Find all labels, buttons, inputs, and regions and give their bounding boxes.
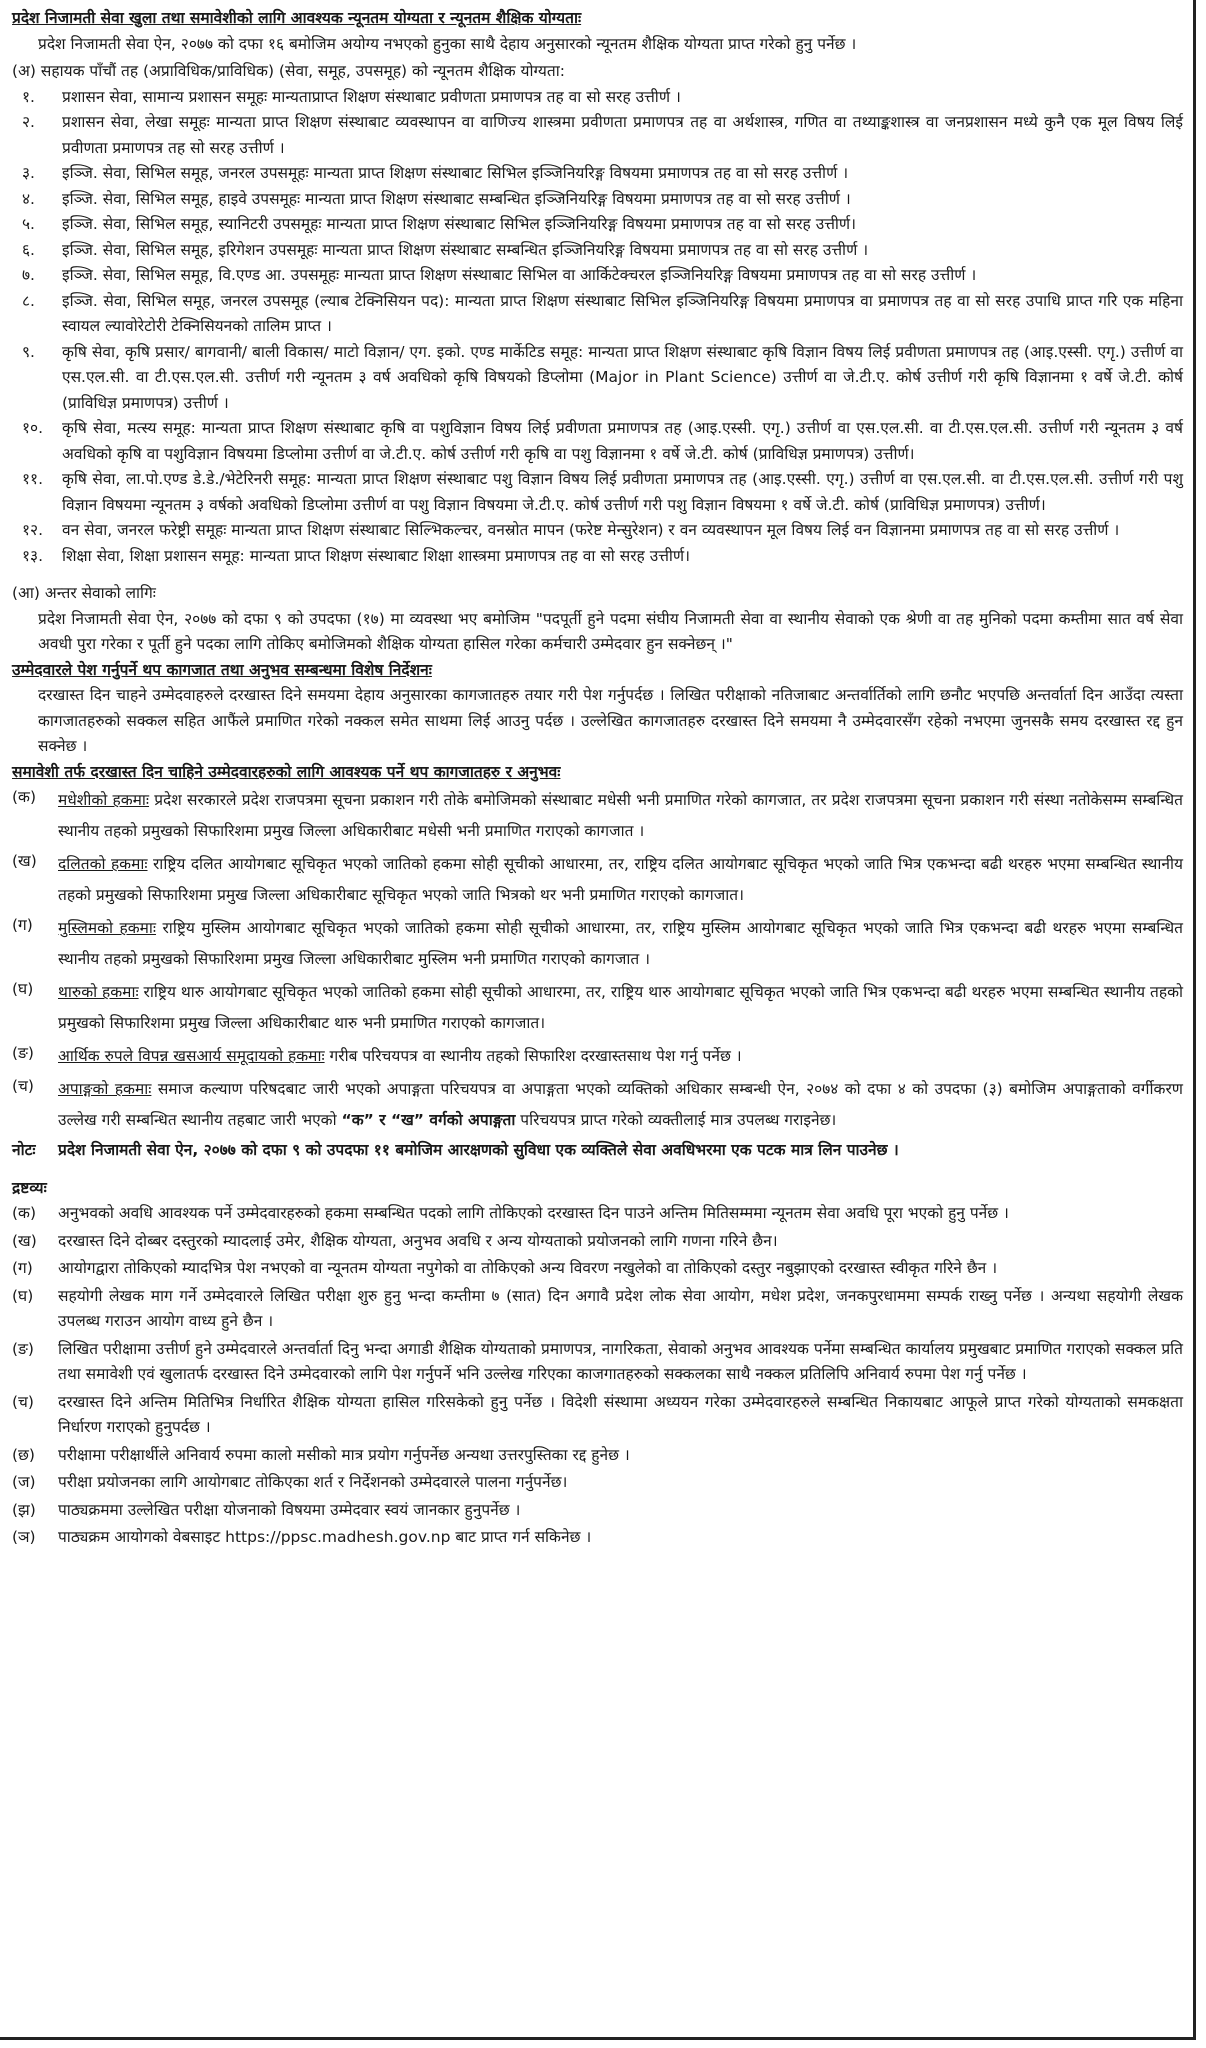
- item-label: (ङ): [12, 1044, 34, 1062]
- list-item: [12, 1470, 1183, 1496]
- item-text: प्रशासन सेवा, लेखा समूहः मान्यता प्राप्त शिक्षण संस्थाबाट व्यवस्थापन वा वाणिज्य शास्त्रमा प्रवीणता प्रमाणपत्र तह वा अर्थशास्त्र, गणित वा तथ्याङ्कशास्त्र वा जनप्रशासन मध्ये कुनै एक मूल विषय लिई प्रवीणता प्रमाणपत्र तह सो सरह उत्तीर्ण ।: [62, 113, 1183, 157]
- item-label: (घ): [12, 1286, 34, 1305]
- item-number: ८.: [22, 291, 35, 310]
- remarks-list: [12, 1201, 1183, 1551]
- list-item: [12, 110, 1183, 161]
- item-heading: थारुको हकमाः: [58, 983, 139, 1001]
- item-label: (ग): [12, 1259, 33, 1277]
- list-item: [12, 187, 1183, 213]
- item-text: दरखास्त दिने अन्तिम मितिभित्र निर्धारित शैक्षिक योग्यता हासिल गरिसकेको हुनु पर्नेछ । विदेशी संस्थामा अध्ययन गरेका उम्मेदवारहरुले सम्बन्धित निकायबाट आफूले प्राप्त गरेको योग्यताको समकक्षता निर्धारण गराएको हुनुपर्दछ ।: [58, 1392, 1183, 1436]
- item-text: परीक्षा प्रयोजनका लागि आयोगबाट तोकिएका शर्त र निर्देशनको उम्मेदवारले पालना गर्नुपर्नेछ।: [58, 1473, 568, 1491]
- inclusive-list: [12, 785, 1183, 1136]
- item-text: गरीब परिचयपत्र वा स्थानीय तहको सिफारिश दरखास्तसाथ पेश गर्नु पर्नेछ ।: [324, 1047, 742, 1065]
- item-bold-text: “क” र “ख” वर्गको अपाङ्गता: [341, 1111, 516, 1129]
- item-text: प्रदेश सरकारले प्रदेश राजपत्रमा सूचना प्रकाशन गरी तोके बमोजिमको संस्थाबाट मधेसी भनी प्रमाणित गरेको कागजात, तर प्रदेश राजपत्रमा सूचना प्रकाशन गरी संस्था नतोकेसम्म सम्बन्धित स्थानीय तहको प्रमुखको सिफारिशमा प्रमुख जिल्ला अधिकारीबाट मधेसी भनी प्रमाणित गराएको कागजात ।: [58, 791, 1183, 840]
- list-item: [12, 849, 1183, 911]
- note-text: प्रदेश निजामती सेवा ऐन, २०७७ को दफा ९ को उपदफा ११ बमोजिम आरक्षणको सुविधा एक व्यक्तिले सेवा अवधिभरमा एक पटक मात्र लिन पाउनेछ ।: [58, 1141, 899, 1159]
- list-item: [12, 518, 1183, 544]
- list-item: [12, 238, 1183, 264]
- item-label: (ग): [12, 916, 33, 934]
- sub-a-title: (अ) सहायक पाँचौं तह (अप्राविधिक/प्राविधिक) (सेवा, समूह, उपसमूह) को न्यूनतम शैक्षिक योग्यता:: [12, 62, 565, 80]
- list-item: [12, 913, 1183, 975]
- item-heading: अपाङ्गको हकमाः: [58, 1080, 152, 1098]
- item-label: (ख): [12, 1231, 37, 1250]
- list-item: [12, 1074, 1183, 1136]
- item-label: (क): [12, 1204, 36, 1222]
- item-number: ११.: [22, 470, 44, 488]
- item-heading: मुस्लिमको हकमाः: [58, 919, 157, 937]
- list-item: [12, 1498, 1183, 1524]
- list-item: [12, 1525, 1183, 1551]
- note-label: नोटः: [12, 1141, 36, 1159]
- item-label: (झ): [12, 1500, 36, 1519]
- list-item: [12, 785, 1183, 847]
- item-label: (च): [12, 1392, 34, 1411]
- list-item: [12, 1229, 1183, 1255]
- list-item: [12, 467, 1183, 518]
- list-item: [12, 85, 1183, 111]
- item-text: इञ्जि. सेवा, सिभिल समूह, इरिगेशन उपसमूहः मान्यता प्राप्त शिक्षण संस्थाबाट सम्बन्धित इञ्जिनियरिङ्ग विषयमा प्रमाणपत्र तह वा सो सरह उत्तीर्ण ।: [62, 240, 869, 259]
- section1-intro: प्रदेश निजामती सेवा ऐन, २०७७ को दफा १६ बमोजिम अयोग्य नभएको हुनुका साथै देहाय अनुसारको न्यूनतम शैक्षिक योग्यता प्राप्त गरेको हुनु पर्नेछ ।: [38, 34, 857, 53]
- item-text-end: परिचयपत्र प्राप्त गरेको व्यक्तीलाई मात्र उपलब्ध गराइनेछ।: [515, 1111, 837, 1129]
- qualification-list: [12, 85, 1183, 570]
- list-item: [12, 1443, 1183, 1469]
- list-item: [12, 977, 1183, 1039]
- item-text: कृषि सेवा, कृषि प्रसार/ बागवानी/ बाली विकास/ माटो विज्ञान/ एग. इको. एण्ड मार्केटिड समूह: मान्यता प्राप्त शिक्षण संस्थाबाट कृषि विज्ञान विषय लिई प्रवीणता प्रमाणपत्र तह (आइ.एस्सी. एगृ.) उत्तीर्ण वा एस.एल.सी. वा टी.एस.एल.सी. उत्तीर्ण गरी न्यूनतम ३ वर्ष अवधिको कृषि विषयको डिप्लोमा (Major in Plant Science) उत्तीर्ण वा जे.टी.ए. कोर्ष उत्तीर्ण गरी कृषि विज्ञानमा १ वर्षे जे.टी. कोर्ष (प्राविधिज्ञ प्रमाणपत्र) उत्तीर्ण ।: [62, 342, 1183, 412]
- item-number: ५.: [22, 215, 35, 233]
- item-text: इञ्जि. सेवा, सिभिल समूह, हाइवे उपसमूहः मान्यता प्राप्त शिक्षण संस्थाबाट सम्बन्धित इञ्जिनियरिङ्ग विषयमा प्रमाणपत्र तह वा सो सरह उत्तीर्ण ।: [62, 189, 851, 208]
- item-number: १२.: [22, 521, 44, 539]
- item-heading: आर्थिक रुपले विपन्न खसआर्य समूदायको हकमाः: [58, 1047, 325, 1065]
- item-label: (ख): [12, 852, 37, 870]
- section2-title: उम्मेदवारले पेश गर्नुपर्ने थप कागजात तथा अनुभव सम्बन्धमा विशेष निर्देशनः: [12, 660, 432, 679]
- item-text: दरखास्त दिने दोब्बर दस्तुरको म्यादलाई उमेर, शैक्षिक योग्यता, अनुभव अवधि र अन्य योग्यताको प्रयोजनको लागि गणना गरिने छैन।: [58, 1231, 778, 1250]
- item-text: सहयोगी लेखक माग गर्ने उम्मेदवारले लिखित परीक्षा शुरु हुनु भन्दा कम्तीमा ७ (सात) दिन अगावै प्रदेश लोक सेवा आयोग, मधेश प्रदेश, जनकपुरधाममा सम्पर्क राख्नु पर्नेछ । अन्यथा सहयोगी लेखक उपलब्ध गराउन आयोग वाध्य हुने छैन ।: [58, 1286, 1183, 1330]
- item-label: (छ): [12, 1445, 35, 1464]
- item-text: आयोगद्वारा तोकिएको म्यादभित्र पेश नभएको वा न्यूनतम योग्यता नपुगेको वा तोकिएको अन्य विवरण नखुलेको वा तोकिएको दस्तुर नबुझाएको दरखास्त स्वीकृत गरिने छैन ।: [58, 1259, 998, 1277]
- list-item: [12, 1256, 1183, 1282]
- item-number: ४.: [22, 189, 35, 208]
- item-text: इञ्जि. सेवा, सिभिल समूह, वि.एण्ड आ. उपसमूहः मान्यता प्राप्त शिक्षण संस्थाबाट सिभिल वा आर्किटेक्चरल इञ्जिनियरिङ्ग विषयमा प्रमाणपत्र तह वा सो सरह उत्तीर्ण ।: [62, 266, 977, 284]
- list-item: [12, 416, 1183, 467]
- item-label: (घ): [12, 980, 34, 998]
- item-label: (ञ): [12, 1528, 36, 1546]
- item-number: ७.: [22, 266, 35, 284]
- section3-title: समावेशी तर्फ दरखास्त दिन चाहिने उम्मेदवारहरुको लागि आवश्यक पर्ने थप कागजातहरु र अनुभवः: [12, 762, 561, 781]
- item-text: लिखित परीक्षामा उत्तीर्ण हुने उम्मेदवारले अन्तर्वार्ता दिनु भन्दा अगाडी शैक्षिक योग्यताको प्रमाणपत्र, नागरिकता, सेवाको अनुभव आवश्यक पर्नेमा सम्बन्धित कार्यालय प्रमुखबाट प्रमाणित गराएको सक्कल प्रति तथा समावेशी एवं खुलातर्फ दरखास्त दिने उम्मेदवारको लागि पेश गर्नुपर्ने भनि उल्लेख गरिएका काजगातहरुको सक्कलका साथै नक्कल प्रतिलिपि अनिवार्य रुपमा पेश गर्नु पर्नेछ ।: [58, 1339, 1184, 1383]
- item-label: (च): [12, 1077, 34, 1095]
- item-text: इञ्जि. सेवा, सिभिल समूह, जनरल उपसमूहः मान्यता प्राप्त शिक्षण संस्थाबाट सिभिल इञ्जिनियरिङ्ग विषयमा प्रमाणपत्र तह वा सो सरह उत्तीर्ण ।: [62, 164, 849, 182]
- item-text: वन सेवा, जनरल फरेष्ट्री समूहः मान्यता प्राप्त शिक्षण संस्थाबाट सिल्भिकल्चर, वनस्रोत मापन (फरेष्ट मेन्सुरेशन) र वन व्यवस्थापन मूल विषय लिई वन विज्ञानमा प्रमाणपत्र तह वा सो सरह उत्तीर्ण ।: [62, 521, 1120, 539]
- item-text: कृषि सेवा, मत्स्य समूह: मान्यता प्राप्त शिक्षण संस्थाबाट कृषि वा पशुविज्ञान विषय लिई प्रवीणता प्रमाणपत्र तह (आइ.एस्सी. एगृ.) उत्तीर्ण वा एस.एल.सी. वा टी.एस.एल.सी. उत्तीर्ण गरी न्यूनतम ३ वर्ष अवधिको कृषि वा पशुविज्ञान विषयमा डिप्लोमा उत्तीर्ण वा जे.टी.ए. कोर्ष उत्तीर्ण गरी कृषि वा पशु विज्ञानमा १ वर्षे जे.टी. कोर्ष (प्राविधिज्ञ प्रमाणपत्र) उत्तीर्ण।: [62, 419, 1183, 463]
- list-item: [12, 1041, 1183, 1072]
- list-item: [12, 1337, 1183, 1388]
- section1-title: प्रदेश निजामती सेवा खुला तथा समावेशीको लागि आवश्यक न्यूनतम योग्यता र न्यूनतम शैक्षिक योग्यताः: [12, 9, 582, 27]
- item-text: राष्ट्रिय दलित आयोगबाट सूचिकृत भएको जातिको हकमा सोही सूचीको आधारमा, तर, राष्ट्रिय दलित आयोगबाट सूचिकृत भएको जाति भित्र एकभन्दा बढी थरहरु भएमा सम्बन्धित स्थानीय तहको प्रमुखको सिफारिशमा प्रमुख जिल्ला अधिकारीबाट सूचिकृत भएको जाति भित्रको थर भनी प्रमाणित गराएको कागजात।: [58, 855, 1184, 904]
- item-text: शिक्षा सेवा, शिक्षा प्रशासन समूह: मान्यता प्राप्त शिक्षण संस्थाबाट शिक्षा शास्त्रमा प्रमाणपत्र तह वा सो सरह उत्तीर्ण।: [62, 546, 691, 565]
- sub-aa-title: (आ) अन्तर सेवाको लागिः: [12, 584, 156, 602]
- item-number: ९.: [22, 342, 35, 361]
- item-text: इञ्जि. सेवा, सिभिल समूह, स्यानिटरी उपसमूहः मान्यता प्राप्त शिक्षण संस्थाबाट सिभिल इञ्जिनियरिङ्ग विषयमा प्रमाणपत्र तह वा सो सरह उत्तीर्ण।: [62, 215, 857, 233]
- item-label: (क): [12, 788, 36, 806]
- item-label: (ङ): [12, 1339, 34, 1358]
- item-text: इञ्जि. सेवा, सिभिल समूह, जनरल उपसमूह (ल्याब टेक्निसियन पद): मान्यता प्राप्त शिक्षण संस्थाबाट सिभिल इञ्जिनियरिङ्ग विषयमा प्रमाणपत्र वा प्रमाणपत्र तह वा सो सरह उपाधि प्राप्त गरि एक महिना स्वायल ल्यावोरेटोरी टेक्निसियनको तालिम प्राप्त ।: [62, 291, 1183, 335]
- item-number: ६.: [22, 240, 35, 259]
- section2-text: दरखास्त दिन चाहने उम्मेदवाहरुले दरखास्त दिने समयमा देहाय अनुसारका कागजातहरु तयार गरी पेश गर्नुपर्दछ । लिखित परीक्षाको नतिजाबाट अन्तर्वार्तिको लागि छनौट भएपछि अन्तर्वार्ता दिन आउँदा त्यस्ता कागजातहरुको सक्कल सहित आफैंले प्रमाणित गरेको नक्कल समेत साथमा लिई आउनु पर्दछ । उल्लेखित कागजातहरु दरखास्त दिने समयमा नै उम्मेदवारसँग रहेको नभएमा जुनसकै समय दरखास्त रद्द हुन सक्नेछ ।: [38, 686, 1183, 755]
- item-heading: मधेशीको हकमाः: [58, 791, 150, 809]
- list-item: [12, 263, 1183, 289]
- list-item: [12, 1284, 1183, 1335]
- list-item: [12, 1390, 1183, 1441]
- list-item: [12, 161, 1183, 187]
- list-item: [12, 212, 1183, 238]
- item-number: १.: [22, 87, 35, 106]
- website-link-text: पाठ्यक्रम आयोगको वेबसाइट https://ppsc.madhesh.gov.np बाट प्राप्त गर्न सकिनेछ ।: [58, 1528, 592, 1546]
- item-text: कृषि सेवा, ला.पो.एण्ड डे.डे./भेटेरिनरी समूह: मान्यता प्राप्त शिक्षण संस्थाबाट पशु विज्ञान विषय लिई प्रवीणता प्रमाणपत्र तह (आइ.एस्सी. एगृ.) उत्तीर्ण वा एस.एल.सी. वा टी.एस.एल.सी. उत्तीर्ण गरी पशु विज्ञान विषयमा न्यूनतम ३ वर्षको अवधिको डिप्लोमा उत्तीर्ण वा पशु विज्ञान विषयमा जे.टी.ए. कोर्ष उत्तीर्ण गरी पशु विज्ञान विषयमा १ वर्षे जे.टी. कोर्ष (प्राविधिज्ञ प्रमाणपत्र) उत्तीर्ण।: [62, 470, 1183, 514]
- item-number: ३.: [22, 164, 35, 182]
- item-text: समाज कल्याण परिषदबाट जारी भएको अपाङ्गता परिचयपत्र वा अपाङ्गता भएको व्यक्तिको अधिकार सम्बन्धी ऐन, २०७४ को दफा ४ को उपदफा (३) बमोजिम अपाङ्गताको वर्गीकरण उल्लेख गरी सम्बन्धित स्थानीय तहबाट जारी भएको: [58, 1080, 1183, 1129]
- item-text: परीक्षामा परीक्षार्थीले अनिवार्य रुपमा कालो मसीको मात्र प्रयोग गर्नुपर्नेछ अन्यथा उत्तरपुस्तिका रद्द हुनेछ ।: [58, 1445, 630, 1464]
- list-item: [12, 340, 1183, 417]
- item-label: (ज): [12, 1473, 36, 1491]
- item-heading: दलितको हकमाः: [58, 855, 148, 873]
- item-number: १०.: [22, 419, 44, 437]
- item-text: प्रशासन सेवा, सामान्य प्रशासन समूहः मान्यताप्राप्त शिक्षण संस्थाबाट प्रवीणता प्रमाणपत्र तह वा सो सरह उत्तीर्ण ।: [62, 87, 681, 106]
- list-item: [12, 544, 1183, 570]
- list-item: [12, 289, 1183, 340]
- item-text: अनुभवको अवधि आवश्यक पर्ने उम्मेदवारहरुको हकमा सम्बन्धित पदको लागि तोकिएको दरखास्त दिन पाउने अन्तिम मितिसम्ममा न्यूनतम सेवा अवधि पूरा भएको हुनु पर्नेछ ।: [58, 1204, 1009, 1222]
- item-number: १३.: [22, 546, 44, 565]
- list-item: [12, 1201, 1183, 1227]
- note: [12, 1138, 1183, 1164]
- item-text: पाठ्यक्रममा उल्लेखित परीक्षा योजनाको विषयमा उम्मेदवार स्वयं जानकार हुनुपर्नेछ ।: [58, 1500, 521, 1519]
- item-text: राष्ट्रिय मुस्लिम आयोगबाट सूचिकृत भएको जातिको हकमा सोही सूचीको आधारमा, तर, राष्ट्रिय मुस्लिम आयोगबाट सूचिकृत भएको जाति भित्र एकभन्दा बढी थरहरु भएमा सम्बन्धित स्थानीय तहको प्रमुखको सिफारिशमा प्रमुख जिल्ला अधिकारीबाट मुस्लिम भनी प्रमाणित गराएको कागजात ।: [58, 919, 1183, 968]
- item-number: २.: [22, 113, 35, 131]
- item-text: राष्ट्रिय थारु आयोगबाट सूचिकृत भएको जातिको हकमा सोही सूचीको आधारमा, तर, राष्ट्रिय थारु आयोगबाट सूचिकृत भएको जाति भित्र एकभन्दा बढी थरहरु भएमा सम्बन्धित स्थानीय तहको प्रमुखको सिफारिशमा प्रमुख जिल्ला अधिकारीबाट थारु भनी प्रमाणित गराएको कागजात।: [58, 983, 1183, 1032]
- sub-aa-text: प्रदेश निजामती सेवा ऐन, २०७७ को दफा ९ को उपदफा (१७) मा व्यवस्था भए बमोजिम "पदपूर्ती हुने पदमा संघीय निजामती सेवा वा स्थानीय सेवाको एक श्रेणी वा तह मुनिको पदमा कम्तीमा सात वर्ष सेवा अवधी पुरा गरेका र पूर्ती हुने पदका लागि तोकिए बमोजिमको शैक्षिक योग्यता हासिल गरेका कर्मचारी उम्मेदवार हुन सक्नेछन् ।": [38, 609, 1183, 653]
- remarks-title: द्रष्टव्यः: [12, 1178, 47, 1197]
